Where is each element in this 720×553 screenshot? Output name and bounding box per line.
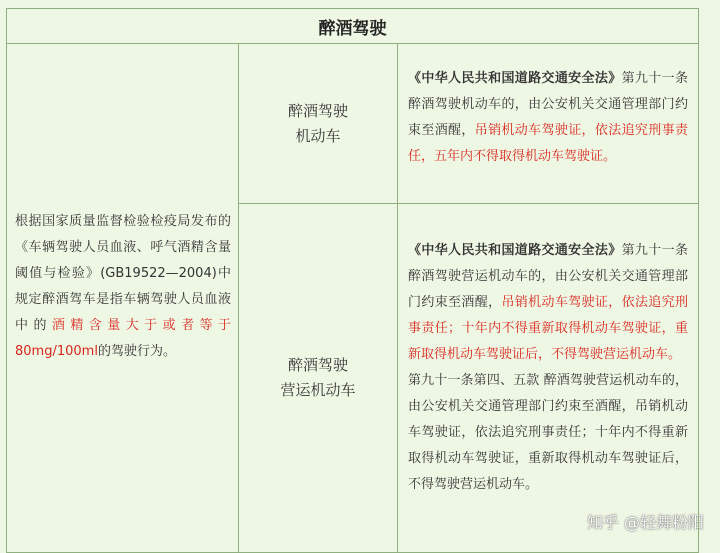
row2-law-title: 《中华人民共和国道路交通安全法》 bbox=[408, 243, 622, 258]
row2-label bbox=[280, 353, 355, 403]
row1-law-paragraph bbox=[408, 66, 688, 170]
definition-prefix: 根据国家质量监督检验检疫局发布的《车辆驾驶人员血液、呼气酒精含量阈值与检验》(GB19522—2004)中规定醉酒驾车是指车辆驾驶人员血液中的 bbox=[15, 214, 231, 333]
row1-label-line2: 机动车 bbox=[295, 126, 341, 145]
row2-law-paragraph bbox=[408, 238, 688, 368]
row2-law-cell bbox=[398, 204, 698, 552]
row1-label bbox=[288, 99, 348, 149]
row1-law-title: 《中华人民共和国道路交通安全法》 bbox=[408, 71, 622, 86]
row2-label-cell bbox=[239, 204, 398, 552]
definition-text bbox=[15, 209, 231, 365]
drunk-driving-table bbox=[6, 8, 699, 553]
row1-law-text: 第九十一条 醉酒驾驶机动车的，由公安机关交通管理部门约束至酒醒， bbox=[408, 71, 688, 138]
definition-suffix: 的驾驶行为。 bbox=[97, 344, 176, 359]
row1-label-cell bbox=[239, 44, 398, 204]
row1-label-line1: 醉酒驾驶 bbox=[287, 101, 348, 120]
row1-law-cell bbox=[398, 44, 698, 204]
row2-law-text: 第九十一条 醉酒驾驶营运机动车的，由公安机关交通管理部门约束至酒醒， bbox=[408, 243, 688, 310]
row2-label-line2: 营运机动车 bbox=[280, 381, 356, 399]
table-title: 醉酒驾驶 bbox=[7, 9, 698, 44]
definition-cell bbox=[7, 44, 239, 552]
zhihu-watermark: 知乎 @轻舞粉阳 bbox=[586, 513, 704, 532]
row1-penalty: 吊销机动车驾驶证，依法追究刑事责任，五年内不得取得机动车驾驶证。 bbox=[408, 123, 688, 164]
definition-highlight: 酒精含量大于或者等于80mg/100ml bbox=[15, 318, 231, 359]
row2-extra-paragraph: 第九十一条第四、五款 醉酒驾驶营运机动车的，由公安机关交通管理部门约束至酒醒，吊销机动车驾驶证，依法追究刑事责任；十年内不得重新取得机动车驾驶证，重新取得机动车驾驶证后，不得驾驶营运机动车。 bbox=[408, 373, 688, 492]
row2-label-line1: 醉酒驾驶 bbox=[287, 356, 348, 374]
row2-penalty: 吊销机动车驾驶证，依法追究刑事责任；十年内不得重新取得机动车驾驶证，重新取得机动车驾驶证后，不得驾驶营运机动车。 bbox=[408, 295, 688, 362]
